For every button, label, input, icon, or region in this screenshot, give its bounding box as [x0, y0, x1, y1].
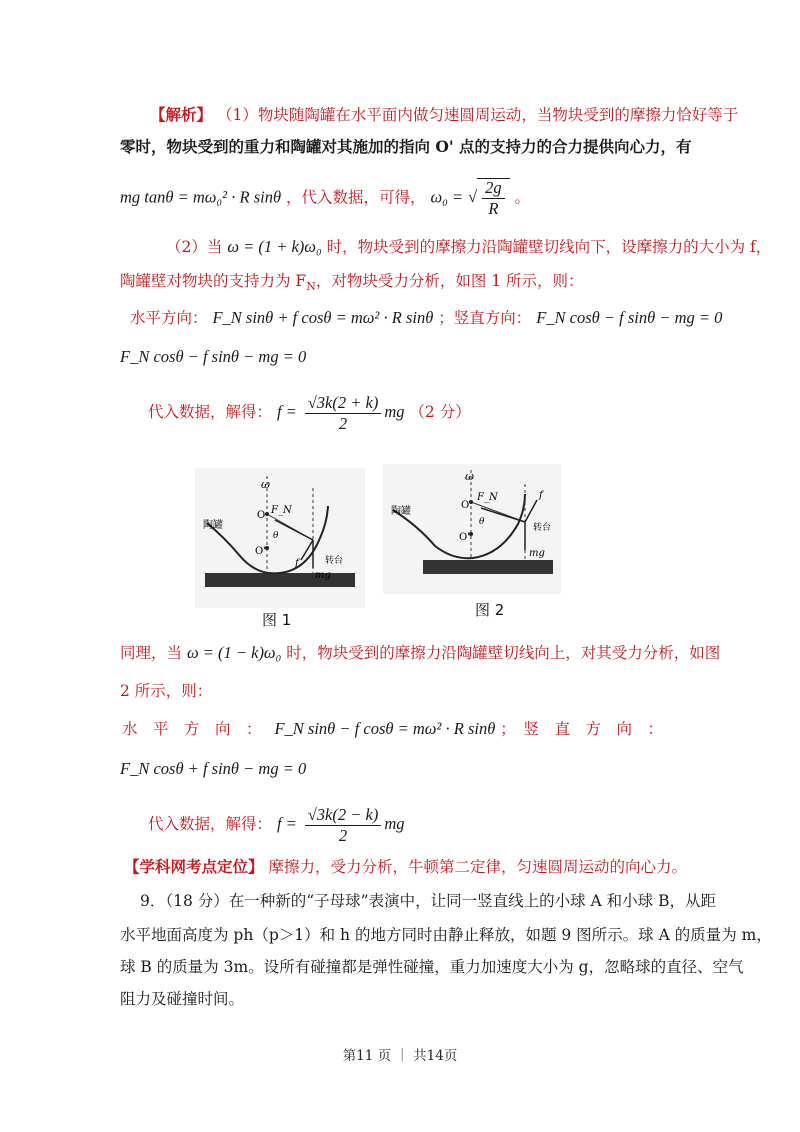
eq-equilibrium: mg tanθ = mω₀² · R sinθ: [120, 187, 282, 207]
point-o-dot-2: [469, 500, 473, 504]
p2-sub-num: √3k(2 + k): [305, 394, 382, 414]
similar-sub-frac: [305, 806, 382, 845]
similar-line-5: [148, 802, 404, 846]
similar-sub-den: 2: [338, 825, 348, 845]
turntable-base-2: [423, 560, 553, 574]
p2-l2b: ，对物块受力分析，如图 1 所示，则：: [315, 272, 584, 290]
p2-sub-frac: [305, 394, 382, 433]
analysis-p1-line1: （1）物块随陶罐在水平面内做匀速圆周运动，当物块受到的摩擦力恰好等于: [216, 106, 739, 124]
turntable-label-1: 转台: [325, 556, 344, 566]
location-label: 【学科网考点定位】: [124, 857, 264, 876]
p2-l1a: （2）当: [166, 238, 223, 256]
fn-label-2: F_N: [477, 492, 498, 503]
p2-l2: 陶罐壁对物块的支持力为 F: [120, 272, 307, 290]
analysis-p2-line5: [148, 390, 471, 434]
figure-2-caption: 图 2: [475, 601, 505, 619]
similar-condition: ω = (1 − k)ω₀: [186, 643, 282, 662]
similar-sub-lhs: f =: [276, 814, 297, 833]
p2-sub-label: 代入数据，解得：: [148, 403, 273, 421]
analysis-p2-line2: [120, 270, 584, 298]
jar-label-2: 陶罐: [391, 506, 411, 517]
p2-l1b: 时，物块受到的摩擦力沿陶罐壁切线向下，设摩擦力的大小为 f，: [326, 238, 772, 256]
omega-label-2: ω: [465, 470, 474, 483]
figure-1-caption: 图 1: [262, 611, 292, 629]
p2-vertical-eq: F_N cosθ − f sinθ − mg = 0: [536, 308, 723, 327]
f-label-1: f: [295, 558, 299, 569]
analysis-p2-line4: F_N cosθ − f sinθ − mg = 0: [120, 347, 307, 366]
similar-sub-label: 代入数据，解得：: [148, 815, 273, 833]
o-label-2: O: [461, 500, 470, 511]
p2-sub-lhs: f =: [276, 402, 297, 421]
similar-l1b: 时，物块受到的摩擦力沿陶罐壁切线向上，对其受力分析，如图: [286, 644, 721, 662]
analysis-p2-line1: [166, 236, 771, 258]
p2-vertical-label: ；竖直方向：: [438, 309, 532, 327]
similar-sub-tail: mg: [384, 814, 405, 833]
p2-condition: ω = (1 + k)ω₀: [227, 237, 322, 256]
o-prime-label-1: O': [255, 546, 266, 557]
similar-horizontal-label: 水 平 方 向 ：: [122, 720, 262, 738]
theta-label-2: θ: [479, 517, 485, 527]
location-line: [124, 856, 687, 878]
mg-label-1: mg: [315, 570, 331, 581]
similar-sub-num: √3k(2 − k): [305, 806, 382, 826]
theta-label-1: θ: [273, 531, 279, 541]
p2-score: （2 分）: [409, 403, 471, 421]
jar-label-1: 陶罐: [203, 520, 223, 531]
p2-sub-den: 2: [338, 413, 348, 433]
eq-end: 。: [514, 188, 531, 207]
p2-horizontal-eq: F_N sinθ + f cosθ = mω² · R sinθ: [212, 308, 434, 327]
similar-l1a: 同理，当: [120, 644, 183, 662]
omega-label-1: ω: [261, 478, 270, 491]
problem9-line-3: 球 B 的质量为 3m。设所有碰撞都是弹性碰撞，重力加速度大小为 g，忽略球的直径、空气: [120, 958, 744, 976]
problem9-line-4: 阻力及碰撞时间。: [120, 990, 245, 1008]
analysis-label: 【解析】: [150, 105, 213, 124]
turntable-base-1: [205, 573, 355, 587]
analysis-line-1: [150, 104, 738, 126]
analysis-line-3: [120, 178, 530, 218]
f-label-2: f: [539, 490, 543, 501]
point-o-dot-1: [265, 512, 269, 516]
p2-sub-tail: mg: [384, 402, 405, 421]
analysis-line-2: [120, 136, 692, 158]
similar-line-4: F_N cosθ + f sinθ − mg = 0: [120, 759, 307, 778]
similar-line-1: [120, 642, 720, 664]
similar-vertical-label: ； 竖 直 方 向 ：: [500, 720, 664, 738]
o-prime-label-2: O': [459, 532, 470, 543]
analysis-p1-line2: 零时，物块受到的重力和陶罐对其施加的指向 O' 点的支持力的合力提供向心力，有: [120, 137, 692, 156]
mg-label-2: mg: [529, 548, 545, 559]
eq-equilibrium-mid: ，代入数据，可得，: [286, 188, 426, 207]
turntable-label-2: 转台: [533, 523, 552, 533]
eq-omega0-lhs: ω₀ =: [430, 187, 464, 207]
problem9-line-2: 水平地面高度为 ph（p＞1）和 h 的地方同时由静止释放，如题 9 图所示。球 A 的质量为 m，: [120, 926, 772, 944]
p2-l2-sub: N: [306, 280, 316, 294]
sqrt-num: 2g: [482, 179, 505, 199]
analysis-p2-line3: [130, 307, 722, 329]
figure-2: [383, 464, 561, 594]
similar-line-2: 2 所示，则：: [120, 682, 213, 700]
p2-horizontal-label: 水平方向：: [130, 309, 208, 327]
o-label-1: O: [257, 510, 266, 521]
sqrt-den: R: [488, 199, 499, 218]
page-footer: 第11 页 ｜ 共14页: [342, 1048, 458, 1064]
fn-label-1: F_N: [271, 505, 292, 516]
problem9-line-1: 9．（18 分）在一种新的“子母球”表演中，让同一竖直线上的小球 A 和小球 B，从距: [140, 892, 716, 910]
eq-omega0-rhs: √ $\frac{2g}{R}$: [468, 187, 510, 206]
similar-horizontal-eq: F_N sinθ − f cosθ = mω² · R sinθ: [274, 719, 496, 738]
location-text: 摩擦力，受力分析，牛顿第二定律，匀速圆周运动的向心力。: [268, 858, 687, 876]
figure-1: [195, 468, 365, 608]
similar-line-3: [122, 718, 663, 740]
